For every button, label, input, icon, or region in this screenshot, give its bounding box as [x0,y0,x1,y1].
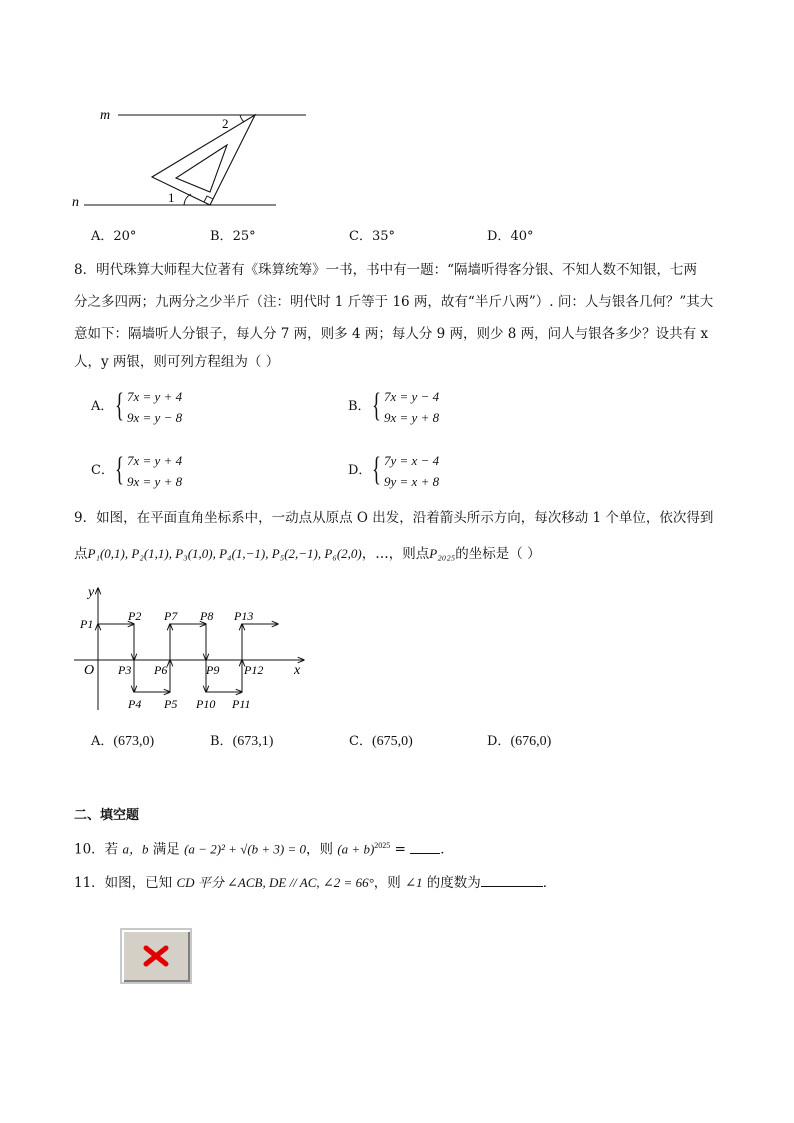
option-letter: B． [348,399,371,414]
svg-text:P2: P2 [128,609,142,623]
svg-text:P5: P5 [164,697,178,711]
svg-text:P12: P12 [244,663,264,677]
brace: { [115,387,124,424]
q9-option-d[interactable]: D．(676,0) [487,734,552,749]
q10: 10．若 a，b 满足 (a − 2)² + √(b + 3) = 0，则 $(a + b)^{2025}$ = ． [74,836,454,860]
q8-option-c[interactable] [91,449,291,495]
q9-option-a[interactable]: A．(673,0) [91,734,155,749]
brace: { [372,387,381,424]
brace: { [372,451,381,488]
points-list: P₁(0,1), P₂(1,1), P₃(1,0), P₄(1,−1), P₅(2,−1), P₆(2,0) [87,546,362,561]
q11: 11．如图，已知 CD 平分 ∠ACB, DE // AC, ∠2 = 66°，则 ∠1 的度数为 ． [74,872,556,893]
label-angle-1: 1 [168,190,175,205]
label-x: x [294,663,301,678]
broken-image-icon [120,928,192,984]
q9-line-2: 点P₁(0,1), P₂(1,1), P₃(1,0), P₄(1,−1), P₅(2,−1), P₆(2,0)，…，则点P₂₀₂₅的坐标是（ ） [74,546,541,562]
q8-option-a[interactable] [91,385,291,431]
equation-1: 7x = y + 4 [127,389,183,404]
q8-option-d[interactable] [348,449,548,495]
q9-line-1: 9．如图，在平面直角坐标系中，一动点从原点 O 出发，沿着箭头所示方向，每次移动 1 个单位，依次得到 [74,510,714,526]
label-m: m [100,108,111,123]
q7-option-a[interactable]: A．20° [91,229,137,244]
condition: (a − 2)² + √(b + 3) = 0 [184,841,307,857]
angle-2-arc [240,115,244,122]
svg-text:P13: P13 [234,609,254,623]
svg-text:P7: P7 [164,609,178,623]
svg-text:P10: P10 [196,697,216,711]
svg-text:P3: P3 [118,663,132,677]
brace: { [115,451,124,488]
svg-text:P8: P8 [200,609,214,623]
option-letter: A． [91,399,114,414]
q9-option-c[interactable]: C．(675,0) [349,734,413,749]
triangle-inner [176,145,227,192]
answer-blank[interactable] [481,872,543,887]
equation-1: 7x = y − 4 [384,389,440,404]
equation-2: 9x = y + 8 [127,474,183,489]
q8-line-3: 意如下：隔墙听人分银子，每人分 7 两，则多 4 两；每人分 9 两，则少 8 两，问人与银各多少？设共有 x [74,326,709,342]
expression: (a + b) [337,841,375,857]
label-angle-2: 2 [222,116,229,131]
label-y: y [88,585,95,600]
q8-line-4: 人，y 两银，则可列方程组为（ ） [74,354,280,370]
option-letter: C． [91,463,114,478]
svg-text:P11: P11 [232,697,251,711]
label-origin: O [84,663,95,678]
path-arrows [98,624,278,692]
equation-1: 7y = x − 4 [384,453,440,468]
q7-option-b[interactable]: B．25° [210,229,256,244]
equation-2: 9x = y − 8 [127,410,183,425]
equation-2: 9y = x + 8 [384,474,440,489]
q9-option-b[interactable]: B．(673,1) [210,734,274,749]
svg-text:P6: P6 [154,663,168,677]
svg-text:P9: P9 [206,663,220,677]
answer-blank[interactable] [410,839,440,854]
svg-text:P1: P1 [80,617,94,631]
q9-coordinate-figure [70,582,310,717]
q8-line-1: 8．明代珠算大师程大位著有《珠算统筹》一书，书中有一题：“隔墙听得客分银、不知人数不知银，七两 [74,262,697,278]
option-letter: D． [348,463,372,478]
target-point: P₂₀₂₅ [429,546,456,561]
q8-line-2: 分之多四两；九两分之少半斤（注：明代时 1 斤等于 16 两，故有“半斤八两”）. 问：人与银各几何？”其大 [74,294,714,310]
q7-option-c[interactable]: C．35° [349,229,395,244]
svg-text:P4: P4 [128,697,142,711]
condition: CD 平分 ∠ACB, DE // AC, ∠2 = 66° [176,875,374,890]
q7-option-d[interactable]: D．40° [487,229,534,244]
label-n: n [72,195,79,210]
q8-option-b[interactable] [348,385,548,431]
section-title: 二、填空题 [74,808,140,823]
q7-figure [70,100,330,215]
equation-2: 9x = y + 8 [384,410,440,425]
equation-1: 7x = y + 4 [127,453,183,468]
